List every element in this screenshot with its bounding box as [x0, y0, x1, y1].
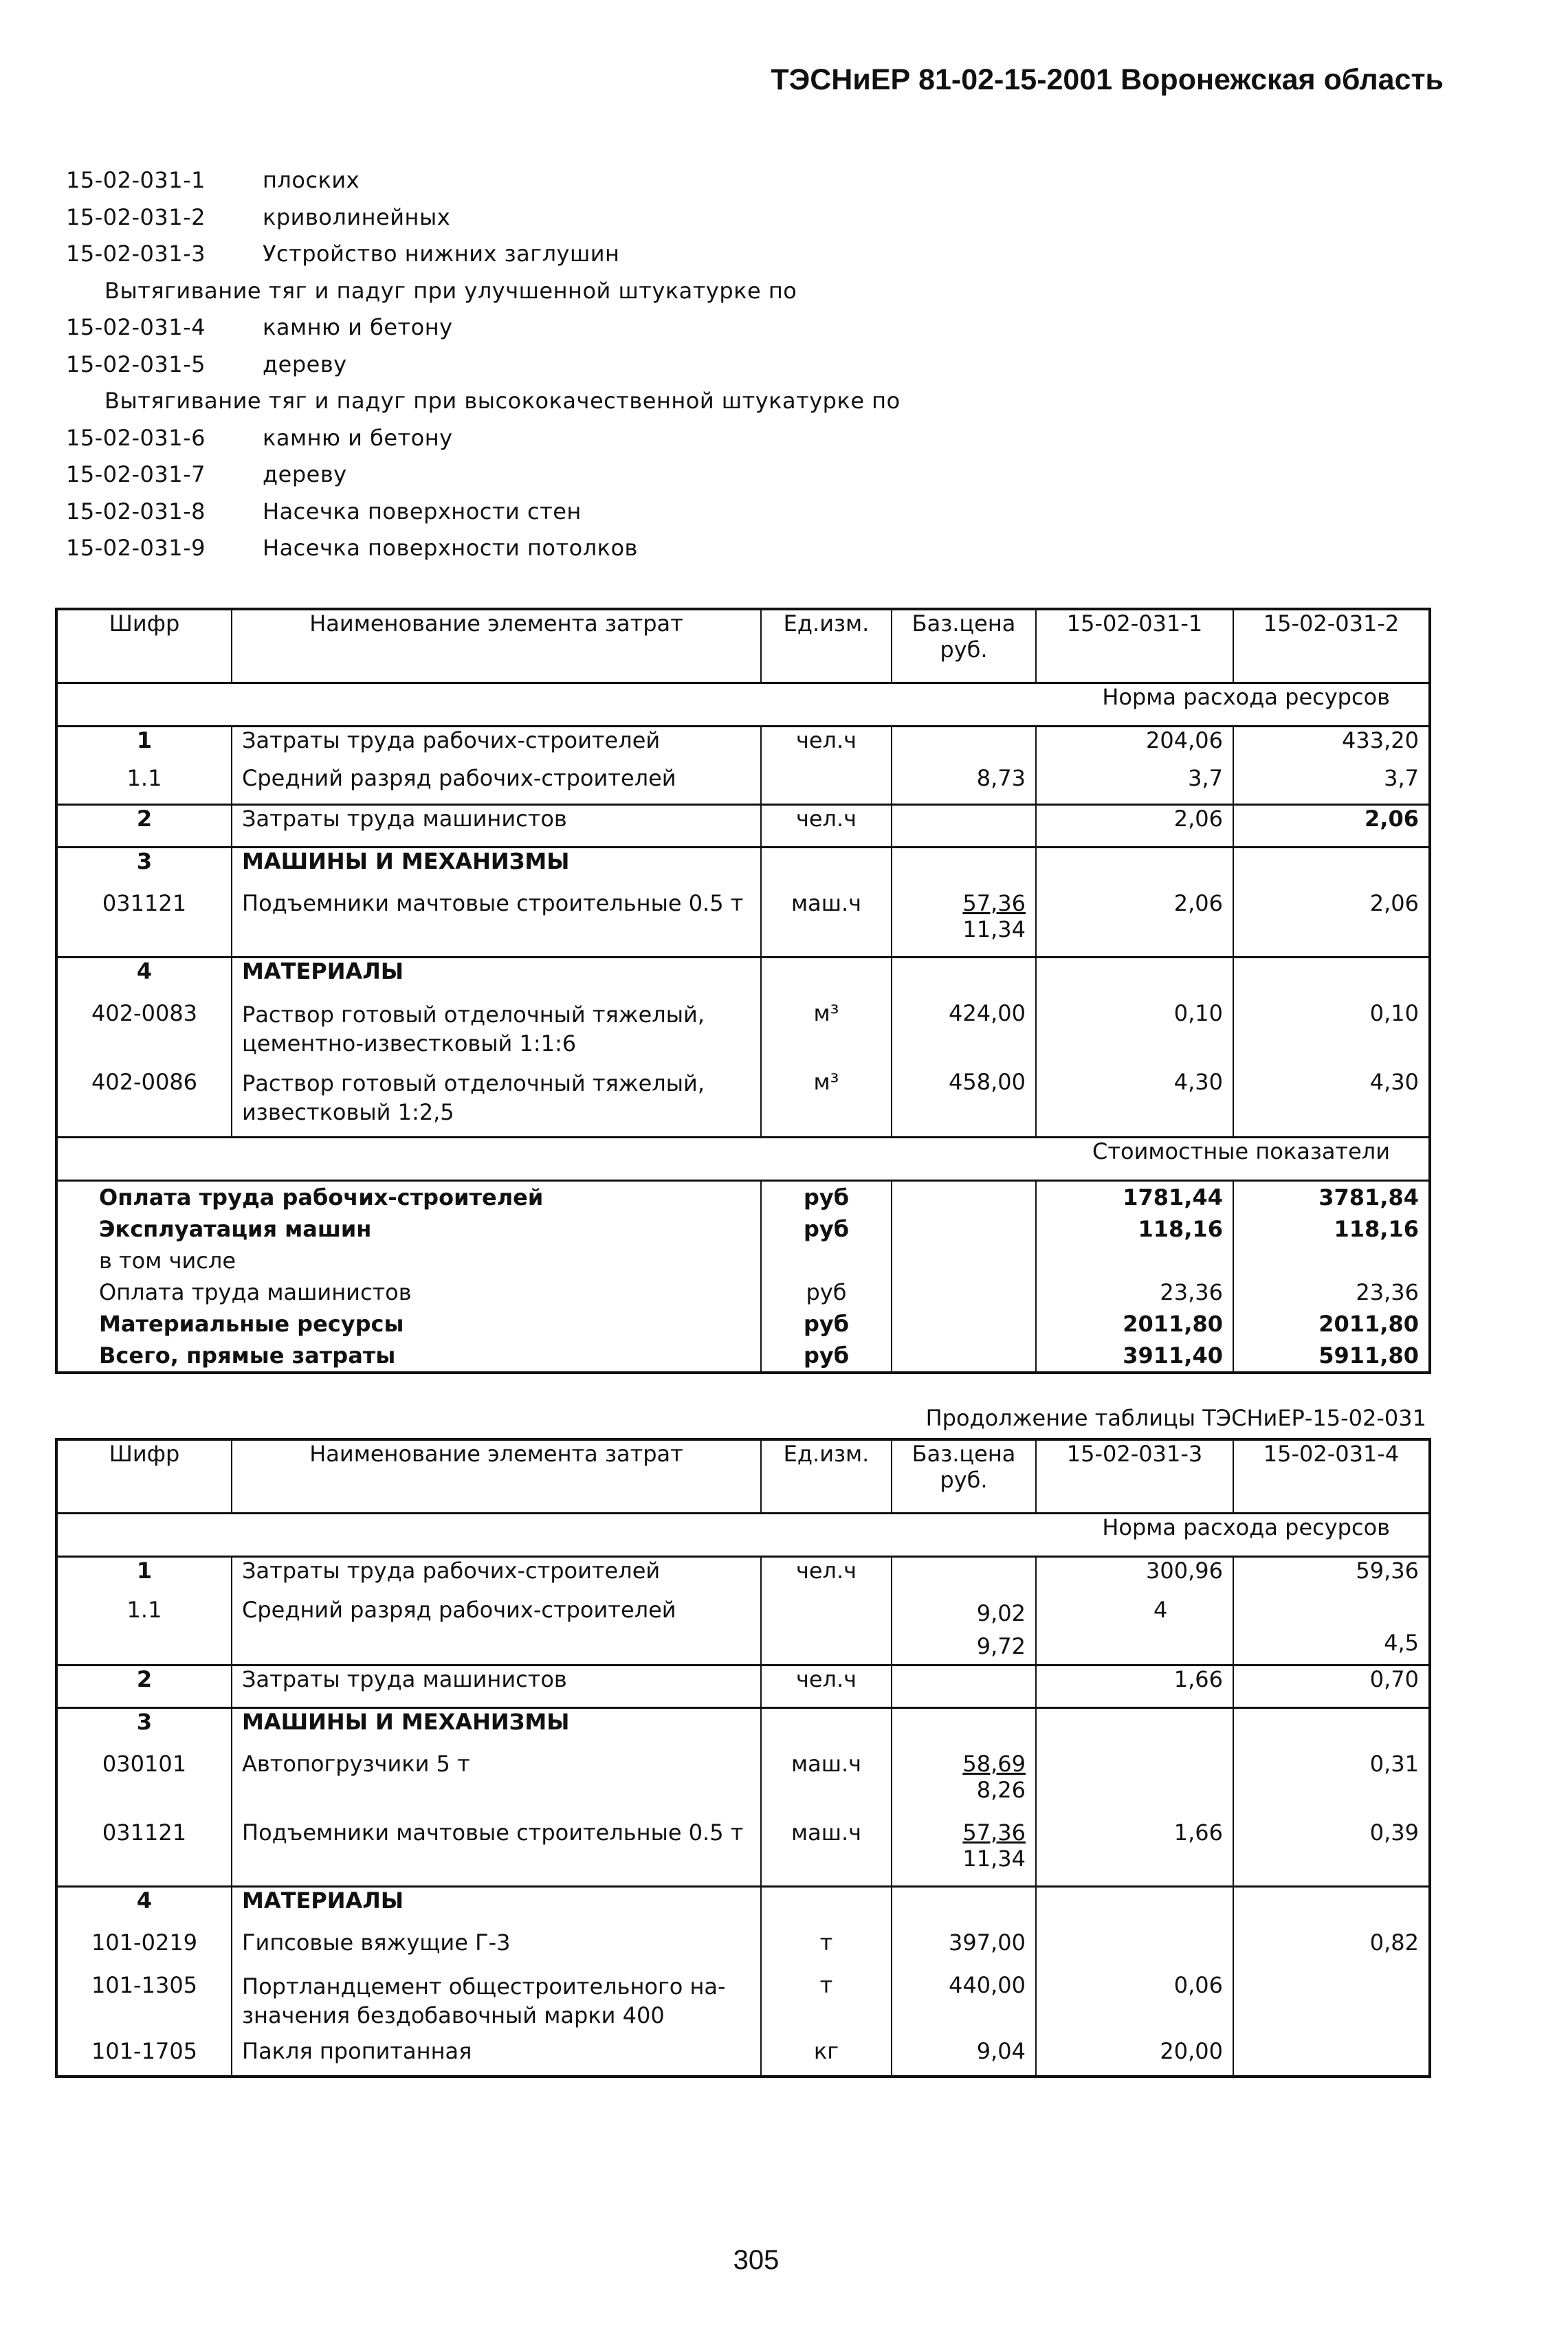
intro-item [66, 199, 901, 236]
row-unit: м³ [761, 1069, 892, 1138]
row-value-a: 204,06 [1036, 727, 1233, 765]
row-value-a [1036, 1751, 1233, 1819]
section-row [56, 1708, 1430, 1751]
row-unit: кг [761, 2038, 892, 2077]
summary-value-a: 118,16 [1036, 1213, 1233, 1245]
intro-text: дереву [263, 351, 347, 377]
row-name: Затраты труда машинистов [232, 805, 761, 848]
row-unit: т [761, 1929, 892, 1972]
table-row [56, 1972, 1430, 2038]
table-row [56, 1557, 1430, 1597]
row-value-b: 59,36 [1233, 1557, 1430, 1597]
row-price [892, 1751, 1036, 1819]
header-price [892, 609, 1036, 683]
row-value-b: 4,5 [1233, 1597, 1430, 1666]
document-title: ТЭСНиЕР 81-02-15-2001 Воронежская область [771, 63, 1444, 96]
row-unit: чел.ч [761, 1666, 892, 1708]
intro-item [66, 309, 901, 346]
continuation-caption: Продолжение таблицы ТЭСНиЕР-15-02-031 [925, 1405, 1426, 1431]
row-name: Средний разряд рабочих-строителей [232, 1597, 761, 1666]
intro-code: 15-02-031-2 [66, 203, 206, 230]
table-row [56, 765, 1430, 805]
row-name: Гипсовые вяжущие Г-3 [232, 1929, 761, 1972]
row-name: Автопогрузчики 5 т [232, 1751, 761, 1819]
header-name: Наименование элемента затрат [232, 1439, 761, 1514]
norm-band-row [56, 1514, 1430, 1557]
row-price: 397,00 [892, 1929, 1036, 1972]
header-code: Шифр [56, 1439, 232, 1514]
row-unit [761, 765, 892, 805]
row-code: 101-0219 [91, 1929, 198, 1956]
intro-heading: Вытягивание тяг и падуг при высококачественной штукатурке по [104, 388, 901, 414]
table-row [56, 1929, 1430, 1972]
row-unit: чел.ч [761, 1557, 892, 1597]
row-value-a: 4 [1036, 1597, 1233, 1666]
row-value-b: 0,39 [1233, 1819, 1430, 1887]
row-value-a: 300,96 [1036, 1557, 1233, 1597]
section-name: МАШИНЫ И МЕХАНИЗМЫ [232, 1708, 761, 1751]
intro-code: 15-02-031-6 [66, 424, 206, 451]
section-row [56, 848, 1430, 890]
row-name: Подъемники мачтовые строительные 0.5 т [232, 1819, 761, 1887]
row-name-line1: Раствор готовый отделочный тяжелый, [242, 1070, 705, 1096]
cost-band-row [56, 1138, 1430, 1181]
row-unit: маш.ч [761, 1819, 892, 1887]
row-code: 1 [136, 727, 153, 753]
row-value-a: 3,7 [1036, 765, 1233, 805]
price-bottom: 9,72 [976, 1633, 1026, 1659]
row-value-b: 433,20 [1233, 727, 1430, 765]
row-value-a: 0,10 [1036, 1000, 1233, 1069]
row-value-a: 4,30 [1036, 1069, 1233, 1138]
row-unit: м³ [761, 1000, 892, 1069]
row-value-a: 0,06 [1036, 1972, 1233, 2038]
row-price [892, 805, 1036, 848]
header-price-line1: Баз.цена [912, 610, 1016, 637]
price-top: 9,02 [976, 1600, 1026, 1626]
row-price: 440,00 [892, 1972, 1036, 2038]
header-code: Шифр [56, 609, 232, 683]
row-code: 101-1305 [91, 1971, 198, 1998]
summary-value-a: 23,36 [1036, 1276, 1233, 1308]
header-name: Наименование элемента затрат [232, 609, 761, 683]
row-value-a: 1,66 [1036, 1819, 1233, 1887]
summary-value-b: 3781,84 [1233, 1181, 1430, 1214]
row-price [892, 890, 1036, 958]
summary-row [56, 1276, 1430, 1308]
row-value-b: 3,7 [1233, 765, 1430, 805]
intro-text: Насечка поверхности потолков [263, 535, 638, 561]
row-code: 1.1 [126, 1596, 162, 1623]
row-price: 458,00 [892, 1069, 1036, 1138]
section-code: 4 [136, 1888, 153, 1914]
intro-text: дереву [263, 461, 347, 487]
summary-row [56, 1340, 1430, 1373]
row-price: 8,73 [892, 765, 1036, 805]
norm-table-1 [55, 608, 1431, 1374]
table-row [56, 1597, 1430, 1666]
summary-unit: руб [761, 1181, 892, 1214]
row-name: Подъемники мачтовые строительные 0.5 т [232, 890, 761, 958]
row-unit: чел.ч [761, 727, 892, 765]
intro-code: 15-02-031-7 [66, 461, 206, 487]
row-value-b: 0,10 [1233, 1000, 1430, 1069]
row-name-line1: Портландцемент общестроительного на- [242, 1973, 726, 2000]
summary-row [56, 1245, 1430, 1276]
summary-name: Оплата труда машинистов [99, 1279, 412, 1305]
section-name: МАШИНЫ И МЕХАНИЗМЫ [232, 848, 761, 890]
row-code: 402-0086 [91, 1068, 198, 1095]
row-value-b [1233, 2038, 1430, 2077]
intro-item [66, 236, 901, 273]
row-name-line2: известковый 1:2,5 [242, 1098, 454, 1125]
row-value-b: 0,70 [1233, 1666, 1430, 1708]
intro-item [66, 162, 901, 199]
row-name-line2: цементно-известковый 1:1:6 [242, 1030, 577, 1056]
summary-row [56, 1181, 1430, 1214]
summary-name: в том числе [99, 1248, 236, 1274]
header-unit: Ед.изм. [761, 1439, 892, 1514]
row-value-b: 0,31 [1233, 1751, 1430, 1819]
price-top: 57,36 [962, 1819, 1026, 1846]
summary-value-b: 2011,80 [1233, 1308, 1430, 1340]
norm-table-2 [55, 1438, 1431, 2078]
price-top: 57,36 [962, 889, 1026, 916]
cost-band-label: Стоимостные показатели [56, 1138, 1430, 1181]
intro-item [66, 420, 901, 457]
intro-text: Устройство нижних заглушин [263, 241, 620, 267]
table-row [56, 727, 1430, 765]
intro-code: 15-02-031-1 [66, 167, 206, 193]
table-row [56, 805, 1430, 848]
row-unit [761, 1597, 892, 1666]
section-name: МАТЕРИАЛЫ [232, 958, 761, 1000]
section-row [56, 958, 1430, 1000]
row-name: Затраты труда рабочих-строителей [232, 727, 761, 765]
row-price [892, 727, 1036, 765]
header-price-line2: руб. [940, 637, 988, 663]
row-value-b: 2,06 [1233, 890, 1430, 958]
summary-unit: руб [761, 1340, 892, 1373]
row-unit: чел.ч [761, 805, 892, 848]
summary-value-a: 2011,80 [1036, 1308, 1233, 1340]
row-price: 9,04 [892, 2038, 1036, 2077]
row-price: 424,00 [892, 1000, 1036, 1069]
intro-item [66, 494, 901, 531]
page-number: 305 [733, 2245, 780, 2275]
summary-value-b: 118,16 [1233, 1213, 1430, 1245]
row-price [892, 1819, 1036, 1887]
summary-value-a: 1781,44 [1036, 1181, 1233, 1214]
summary-name: Материальные ресурсы [99, 1311, 404, 1337]
summary-name: Эксплуатация машин [99, 1216, 372, 1242]
section-code: 3 [136, 1709, 153, 1735]
intro-item [66, 530, 901, 567]
intro-item [66, 456, 901, 494]
row-code: 2 [136, 806, 153, 832]
intro-text: Насечка поверхности стен [263, 498, 582, 524]
intro-code: 15-02-031-4 [66, 314, 206, 340]
intro-code: 15-02-031-8 [66, 498, 206, 524]
header-price [892, 1439, 1036, 1514]
row-price [892, 1557, 1036, 1597]
summary-name: Оплата труда рабочих-строителей [99, 1184, 544, 1210]
intro-code: 15-02-031-9 [66, 535, 206, 561]
summary-unit: руб [761, 1276, 892, 1308]
intro-text: камню и бетону [263, 424, 453, 451]
row-code: 031121 [102, 1819, 187, 1846]
intro-heading: Вытягивание тяг и падуг при улучшенной штукатурке по [104, 277, 797, 304]
norm-band-label: Норма расхода ресурсов [56, 1514, 1430, 1557]
table-row [56, 1000, 1430, 1069]
row-code: 031121 [102, 889, 187, 916]
row-price [892, 1666, 1036, 1708]
summary-value-b: 5911,80 [1233, 1340, 1430, 1373]
table-row [56, 1069, 1430, 1138]
table-row [56, 890, 1430, 958]
row-code: 402-0083 [91, 999, 198, 1026]
intro-list [66, 162, 901, 567]
row-value-a [1036, 1929, 1233, 1972]
table-row [56, 1819, 1430, 1887]
summary-value-a: 3911,40 [1036, 1340, 1233, 1373]
header-price-line1: Баз.цена [912, 1441, 1016, 1467]
row-name-line1: Раствор готовый отделочный тяжелый, [242, 1001, 705, 1028]
intro-text: плоских [263, 167, 360, 193]
intro-text: криволинейных [263, 203, 451, 230]
summary-value-b: 23,36 [1233, 1276, 1430, 1308]
row-value-b: 0,82 [1233, 1929, 1430, 1972]
intro-item [66, 346, 901, 384]
section-code: 3 [136, 848, 153, 874]
row-name [232, 1000, 761, 1069]
summary-row [56, 1308, 1430, 1340]
row-value-a: 20,00 [1036, 2038, 1233, 2077]
row-code: 1 [136, 1558, 153, 1584]
price-bottom: 8,26 [976, 1776, 1026, 1803]
header-unit: Ед.изм. [761, 609, 892, 683]
header-price-line2: руб. [940, 1467, 988, 1493]
table-row [56, 2038, 1430, 2077]
section-row [56, 1887, 1430, 1929]
row-name: Затраты труда машинистов [232, 1666, 761, 1708]
price-top: 58,69 [962, 1750, 1026, 1777]
section-name: МАТЕРИАЛЫ [232, 1887, 761, 1929]
table-header-row [56, 1439, 1430, 1514]
row-unit: маш.ч [761, 1751, 892, 1819]
row-name [232, 1972, 761, 2038]
intro-text: камню и бетону [263, 314, 453, 340]
row-value-a: 1,66 [1036, 1666, 1233, 1708]
row-code: 101-1705 [91, 2037, 198, 2064]
row-value-b: 2,06 [1233, 805, 1430, 848]
row-code: 1.1 [126, 764, 162, 791]
table-row [56, 1666, 1430, 1708]
summary-unit: руб [761, 1213, 892, 1245]
header-col-b: 15-02-031-2 [1233, 609, 1430, 683]
row-code: 030101 [102, 1750, 187, 1777]
summary-name: Всего, прямые затраты [99, 1342, 396, 1369]
row-name: Средний разряд рабочих-строителей [232, 765, 761, 805]
summary-unit: руб [761, 1308, 892, 1340]
table-header-row [56, 609, 1430, 683]
norm-band-label: Норма расхода ресурсов [56, 683, 1430, 727]
row-name: Пакля пропитанная [232, 2038, 761, 2077]
row-value-b [1233, 1972, 1430, 2038]
price-bottom: 11,34 [962, 1845, 1026, 1872]
row-name-line2: значения бездобавочный марки 400 [242, 2002, 665, 2028]
price-bottom: 11,34 [962, 916, 1026, 942]
summary-row [56, 1213, 1430, 1245]
row-value-b: 4,30 [1233, 1069, 1430, 1138]
row-code: 2 [136, 1666, 153, 1692]
table-row [56, 1751, 1430, 1819]
row-value-a: 2,06 [1036, 805, 1233, 848]
intro-code: 15-02-031-5 [66, 351, 206, 377]
norm-band-row [56, 683, 1430, 727]
header-col-b: 15-02-031-4 [1233, 1439, 1430, 1514]
intro-code: 15-02-031-3 [66, 241, 206, 267]
row-price [892, 1597, 1036, 1666]
row-unit: т [761, 1972, 892, 2038]
header-col-a: 15-02-031-3 [1036, 1439, 1233, 1514]
section-code: 4 [136, 958, 153, 984]
header-col-a: 15-02-031-1 [1036, 609, 1233, 683]
row-value-a: 2,06 [1036, 890, 1233, 958]
row-name: Затраты труда рабочих-строителей [232, 1557, 761, 1597]
row-name [232, 1069, 761, 1138]
row-unit: маш.ч [761, 890, 892, 958]
